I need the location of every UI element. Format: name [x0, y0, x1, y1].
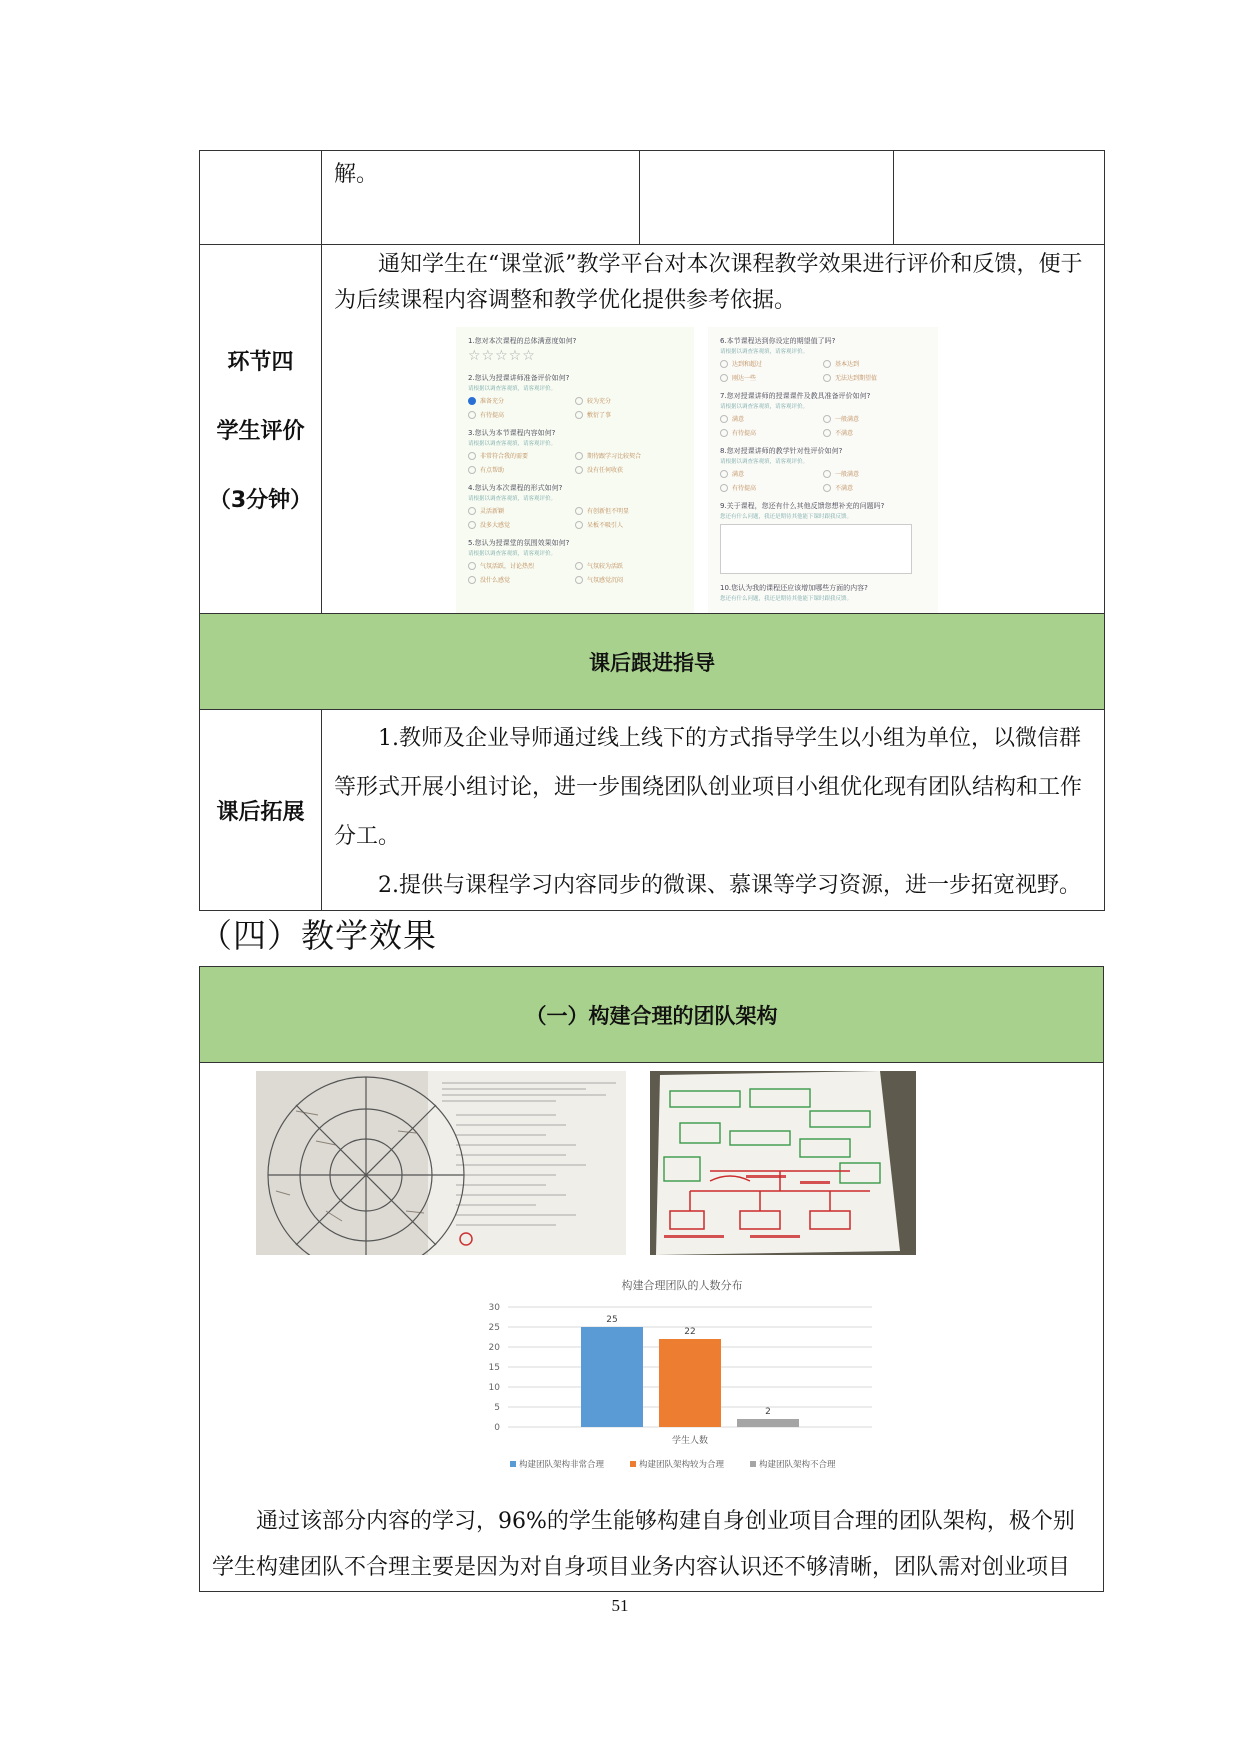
- survey-option-label: 有待提高: [732, 485, 757, 492]
- legend-swatch: [750, 1461, 756, 1467]
- bar: [737, 1419, 799, 1427]
- survey-option-label: 一般满意: [835, 416, 860, 423]
- survey-question: [456, 428, 694, 474]
- survey-option[interactable]: [823, 359, 926, 368]
- survey-question: [708, 501, 938, 574]
- star-rating[interactable]: ☆☆☆☆☆: [468, 348, 536, 364]
- radio-icon[interactable]: [720, 360, 728, 368]
- survey-option-label: 准备充分: [480, 398, 505, 405]
- survey-right-pane: [708, 327, 938, 613]
- empty-cell: [640, 151, 894, 245]
- survey-question-title: 7.您对授课讲师的授课课件及教具准备评价如何?: [720, 392, 871, 400]
- survey-option-label: 灵活新颖: [480, 508, 505, 515]
- survey-question: [456, 373, 694, 419]
- effect-header-row: [200, 967, 1104, 1063]
- survey-option[interactable]: [575, 465, 682, 474]
- radio-icon[interactable]: [720, 470, 728, 478]
- extension-content-cell: [322, 710, 1105, 911]
- y-tick-label: 30: [488, 1303, 500, 1313]
- radio-icon[interactable]: [575, 507, 583, 515]
- continuation-cell: [322, 151, 640, 245]
- survey-option[interactable]: [468, 506, 575, 515]
- survey-option[interactable]: [575, 410, 682, 419]
- survey-option[interactable]: [720, 483, 823, 492]
- radio-icon[interactable]: [720, 484, 728, 492]
- survey-question-title: 10.您认为我的课程还应该增加哪些方面的内容?: [720, 584, 868, 592]
- extension-para1: 1.教师及企业导师通过线上线下的方式指导学生以小组为单位，以微信群等形式开展小组讨论，进一步围绕团队创业项目小组优化现有团队结构和工作分工。: [334, 726, 1083, 849]
- survey-question: [456, 483, 694, 529]
- effect-conclusion: 通过该部分内容的学习，96%的学生能够构建自身创业项目合理的团队架构，极个别学生构建团队不合理主要是因为对自身项目业务内容认识还不够清晰，团队需对创业项目: [212, 1509, 1075, 1580]
- survey-option[interactable]: [720, 373, 823, 382]
- survey-question-hint: 请根据以调查客观填，请客观评价。: [468, 496, 557, 502]
- stage4-content-cell: [322, 245, 1105, 614]
- legend-label: 构建团队架构较为合理: [639, 1460, 725, 1470]
- survey-option[interactable]: [720, 428, 823, 437]
- page-number: 51: [611, 1596, 629, 1615]
- survey-question-hint: 您还有什么问题，我还是期待其他能下课时跟我反馈。: [720, 596, 853, 602]
- y-tick-label: 0: [494, 1423, 500, 1433]
- survey-option[interactable]: [575, 396, 682, 405]
- survey-option-label: 一般满意: [835, 471, 860, 478]
- survey-option-label: 气氛较为活跃: [587, 563, 624, 570]
- survey-question-hint: 请根据以调查客观填，请客观评价。: [468, 441, 557, 447]
- radio-icon[interactable]: [575, 521, 583, 529]
- team-wheel-photo: [256, 1071, 626, 1255]
- y-tick-label: 15: [488, 1363, 500, 1373]
- y-tick-label: 5: [494, 1403, 500, 1413]
- survey-question-title: 8.您对授课讲师的教学针对性评价如何?: [720, 447, 843, 455]
- survey-option[interactable]: [823, 414, 926, 423]
- survey-option[interactable]: [720, 359, 823, 368]
- survey-question-hint: 请根据以调查客观填，请客观评价。: [720, 349, 809, 355]
- survey-option-label: 达到和超过: [732, 361, 763, 368]
- survey-question-title: 5.您认为授课堂的氛围效果如何?: [468, 539, 570, 547]
- survey-option-label: 刚达一些: [732, 375, 757, 382]
- survey-option[interactable]: [823, 483, 926, 492]
- radio-icon[interactable]: [575, 466, 583, 474]
- survey-option-label: 有待提高: [480, 412, 505, 419]
- radio-icon[interactable]: [823, 360, 831, 368]
- legend-label: 构建团队架构不合理: [759, 1460, 836, 1470]
- survey-question-title: 4.您认为本次课程的形式如何?: [468, 484, 563, 492]
- survey-option-label: 期待跟学习比较契合: [587, 453, 642, 460]
- org-chart-photo: [650, 1071, 916, 1255]
- survey-option[interactable]: [575, 575, 682, 584]
- survey-question-hint: 请根据以调查客观填，请客观评价。: [720, 459, 809, 465]
- survey-option-label: 基本达到: [835, 361, 860, 368]
- survey-question: [708, 446, 938, 492]
- empty-label-cell: [200, 151, 322, 245]
- survey-option[interactable]: [468, 520, 575, 529]
- bar-data-label: 22: [684, 1327, 696, 1337]
- radio-icon[interactable]: [575, 562, 583, 570]
- y-tick-label: 20: [488, 1343, 500, 1353]
- survey-option[interactable]: [468, 451, 575, 460]
- survey-option-label: 满意: [732, 471, 745, 478]
- survey-option-label: 非常符合我的需要: [480, 453, 529, 460]
- survey-question: [456, 538, 694, 584]
- survey-option-label: 无法达到期望值: [835, 375, 878, 382]
- survey-option-label: 没有任何收获: [587, 467, 624, 474]
- radio-icon[interactable]: [468, 507, 476, 515]
- photo-strip: [200, 1071, 1103, 1261]
- survey-option[interactable]: [823, 469, 926, 478]
- survey-option[interactable]: [468, 575, 575, 584]
- empty-cell: [894, 151, 1105, 245]
- survey-option[interactable]: [720, 469, 823, 478]
- feedback-textbox[interactable]: [720, 524, 912, 574]
- continuation-text: 解。: [334, 162, 379, 187]
- survey-question-title: 9.关于课程，您还有什么其他反馈您想补充的问题吗?: [720, 502, 885, 510]
- extension-row: [200, 710, 1105, 911]
- survey-option[interactable]: [575, 561, 682, 570]
- survey-option[interactable]: [823, 428, 926, 437]
- survey-option-label: 没什么感觉: [480, 577, 511, 584]
- team-structure-chart: [472, 1275, 892, 1485]
- radio-icon[interactable]: [468, 576, 476, 584]
- survey-option-label: 较为充分: [587, 398, 612, 405]
- radio-icon[interactable]: [575, 452, 583, 460]
- lesson-plan-table: [199, 150, 1105, 911]
- survey-question-hint: 请根据以调查客观填，请客观评价。: [720, 404, 809, 410]
- radio-icon[interactable]: [720, 415, 728, 423]
- radio-icon[interactable]: [823, 429, 831, 437]
- bar-data-label: 2: [765, 1407, 771, 1417]
- survey-question: [456, 336, 694, 364]
- survey-option-label: 有点帮助: [480, 467, 505, 474]
- legend-swatch: [510, 1461, 516, 1467]
- survey-question: [708, 391, 938, 437]
- radio-icon[interactable]: [468, 521, 476, 529]
- radio-icon[interactable]: [823, 470, 831, 478]
- survey-option[interactable]: [575, 506, 682, 515]
- chart-title: 构建合理团队的人数分布: [621, 1279, 743, 1292]
- section-heading: （四）教学效果: [199, 916, 437, 955]
- bar-data-label: 25: [606, 1315, 618, 1325]
- radio-icon[interactable]: [575, 576, 583, 584]
- survey-option-label: 不满意: [835, 430, 854, 437]
- survey-option[interactable]: [468, 396, 575, 405]
- radio-icon[interactable]: [468, 397, 476, 405]
- radio-icon[interactable]: [575, 411, 583, 419]
- stage4-label-line1: 环节四: [227, 349, 294, 375]
- survey-option[interactable]: [720, 414, 823, 423]
- radio-icon[interactable]: [575, 397, 583, 405]
- survey-option[interactable]: [468, 465, 575, 474]
- followup-header: 课后跟进指导: [200, 614, 1105, 710]
- radio-icon[interactable]: [468, 466, 476, 474]
- extension-para2: 2.提供与课程学习内容同步的微课、慕课等学习资源，进一步拓宽视野。: [378, 873, 1081, 898]
- survey-option-label: 敷衍了事: [587, 412, 612, 419]
- radio-icon[interactable]: [823, 484, 831, 492]
- survey-left-pane: [456, 327, 694, 613]
- survey-question: [708, 336, 938, 382]
- bar: [581, 1327, 643, 1427]
- survey-option-label: 呆板不吸引人: [587, 522, 624, 529]
- effect-content-cell: [200, 1063, 1104, 1592]
- survey-option-label: 有创新但不明显: [587, 508, 630, 515]
- bar: [659, 1339, 721, 1427]
- radio-icon[interactable]: [468, 411, 476, 419]
- stage4-label-line3: （3分钟）: [208, 487, 313, 513]
- followup-header-row: [200, 614, 1105, 710]
- survey-option-label: 满意: [732, 416, 745, 423]
- radio-icon[interactable]: [720, 374, 728, 382]
- survey-option[interactable]: [468, 410, 575, 419]
- survey-option-label: 气氛感觉沉闷: [587, 577, 624, 584]
- survey-question-hint: 您还有什么问题，我还是期待其他能下课时跟我反馈。: [720, 514, 853, 520]
- effect-header: （一）构建合理的团队架构: [200, 967, 1104, 1063]
- survey-option[interactable]: [468, 561, 575, 570]
- survey-question-title: 3.您认为本节课程内容如何?: [468, 429, 556, 437]
- y-tick-label: 10: [488, 1383, 500, 1393]
- stage4-row: [200, 245, 1105, 614]
- effect-content-row: [200, 1063, 1104, 1592]
- survey-option-label: 没多大感觉: [480, 522, 511, 529]
- radio-icon[interactable]: [468, 452, 476, 460]
- survey-question-title: 6.本节课程达到你设定的期望值了吗?: [720, 337, 836, 345]
- survey-option-label: 气氛活跃，讨论热烈: [480, 563, 535, 570]
- survey-screenshot: [456, 327, 948, 613]
- survey-option[interactable]: [823, 373, 926, 382]
- radio-icon[interactable]: [468, 562, 476, 570]
- legend-label: 构建团队架构非常合理: [519, 1460, 605, 1470]
- legend-swatch: [630, 1461, 636, 1467]
- survey-option[interactable]: [575, 520, 682, 529]
- survey-option-label: 不满意: [835, 485, 854, 492]
- survey-question-hint: 请根据以调查客观填，请客观评价。: [468, 551, 557, 557]
- y-tick-label: 25: [488, 1323, 500, 1333]
- stage4-label-line2: 学生评价: [216, 418, 305, 444]
- survey-question: [708, 583, 938, 602]
- extension-label: 课后拓展: [200, 710, 322, 911]
- x-category-label: 学生人数: [671, 1436, 709, 1446]
- radio-icon[interactable]: [823, 374, 831, 382]
- survey-option[interactable]: [575, 451, 682, 460]
- survey-question-title: 1.您对本次课程的总体满意度如何?: [468, 337, 577, 345]
- continuation-row: [200, 151, 1105, 245]
- radio-icon[interactable]: [720, 429, 728, 437]
- survey-question-hint: 请根据以调查客观填，请客观评价。: [468, 386, 557, 392]
- radio-icon[interactable]: [823, 415, 831, 423]
- teaching-effect-table: [199, 966, 1104, 1592]
- survey-question-title: 2.您认为授课讲师准备评价如何?: [468, 374, 570, 382]
- stage4-label-cell: [200, 245, 322, 614]
- stage4-text: 通知学生在“课堂派”教学平台对本次课程教学效果进行评价和反馈，便于为后续课程内容调整和教学优化提供参考依据。: [334, 252, 1083, 313]
- survey-option-label: 有待提高: [732, 430, 757, 437]
